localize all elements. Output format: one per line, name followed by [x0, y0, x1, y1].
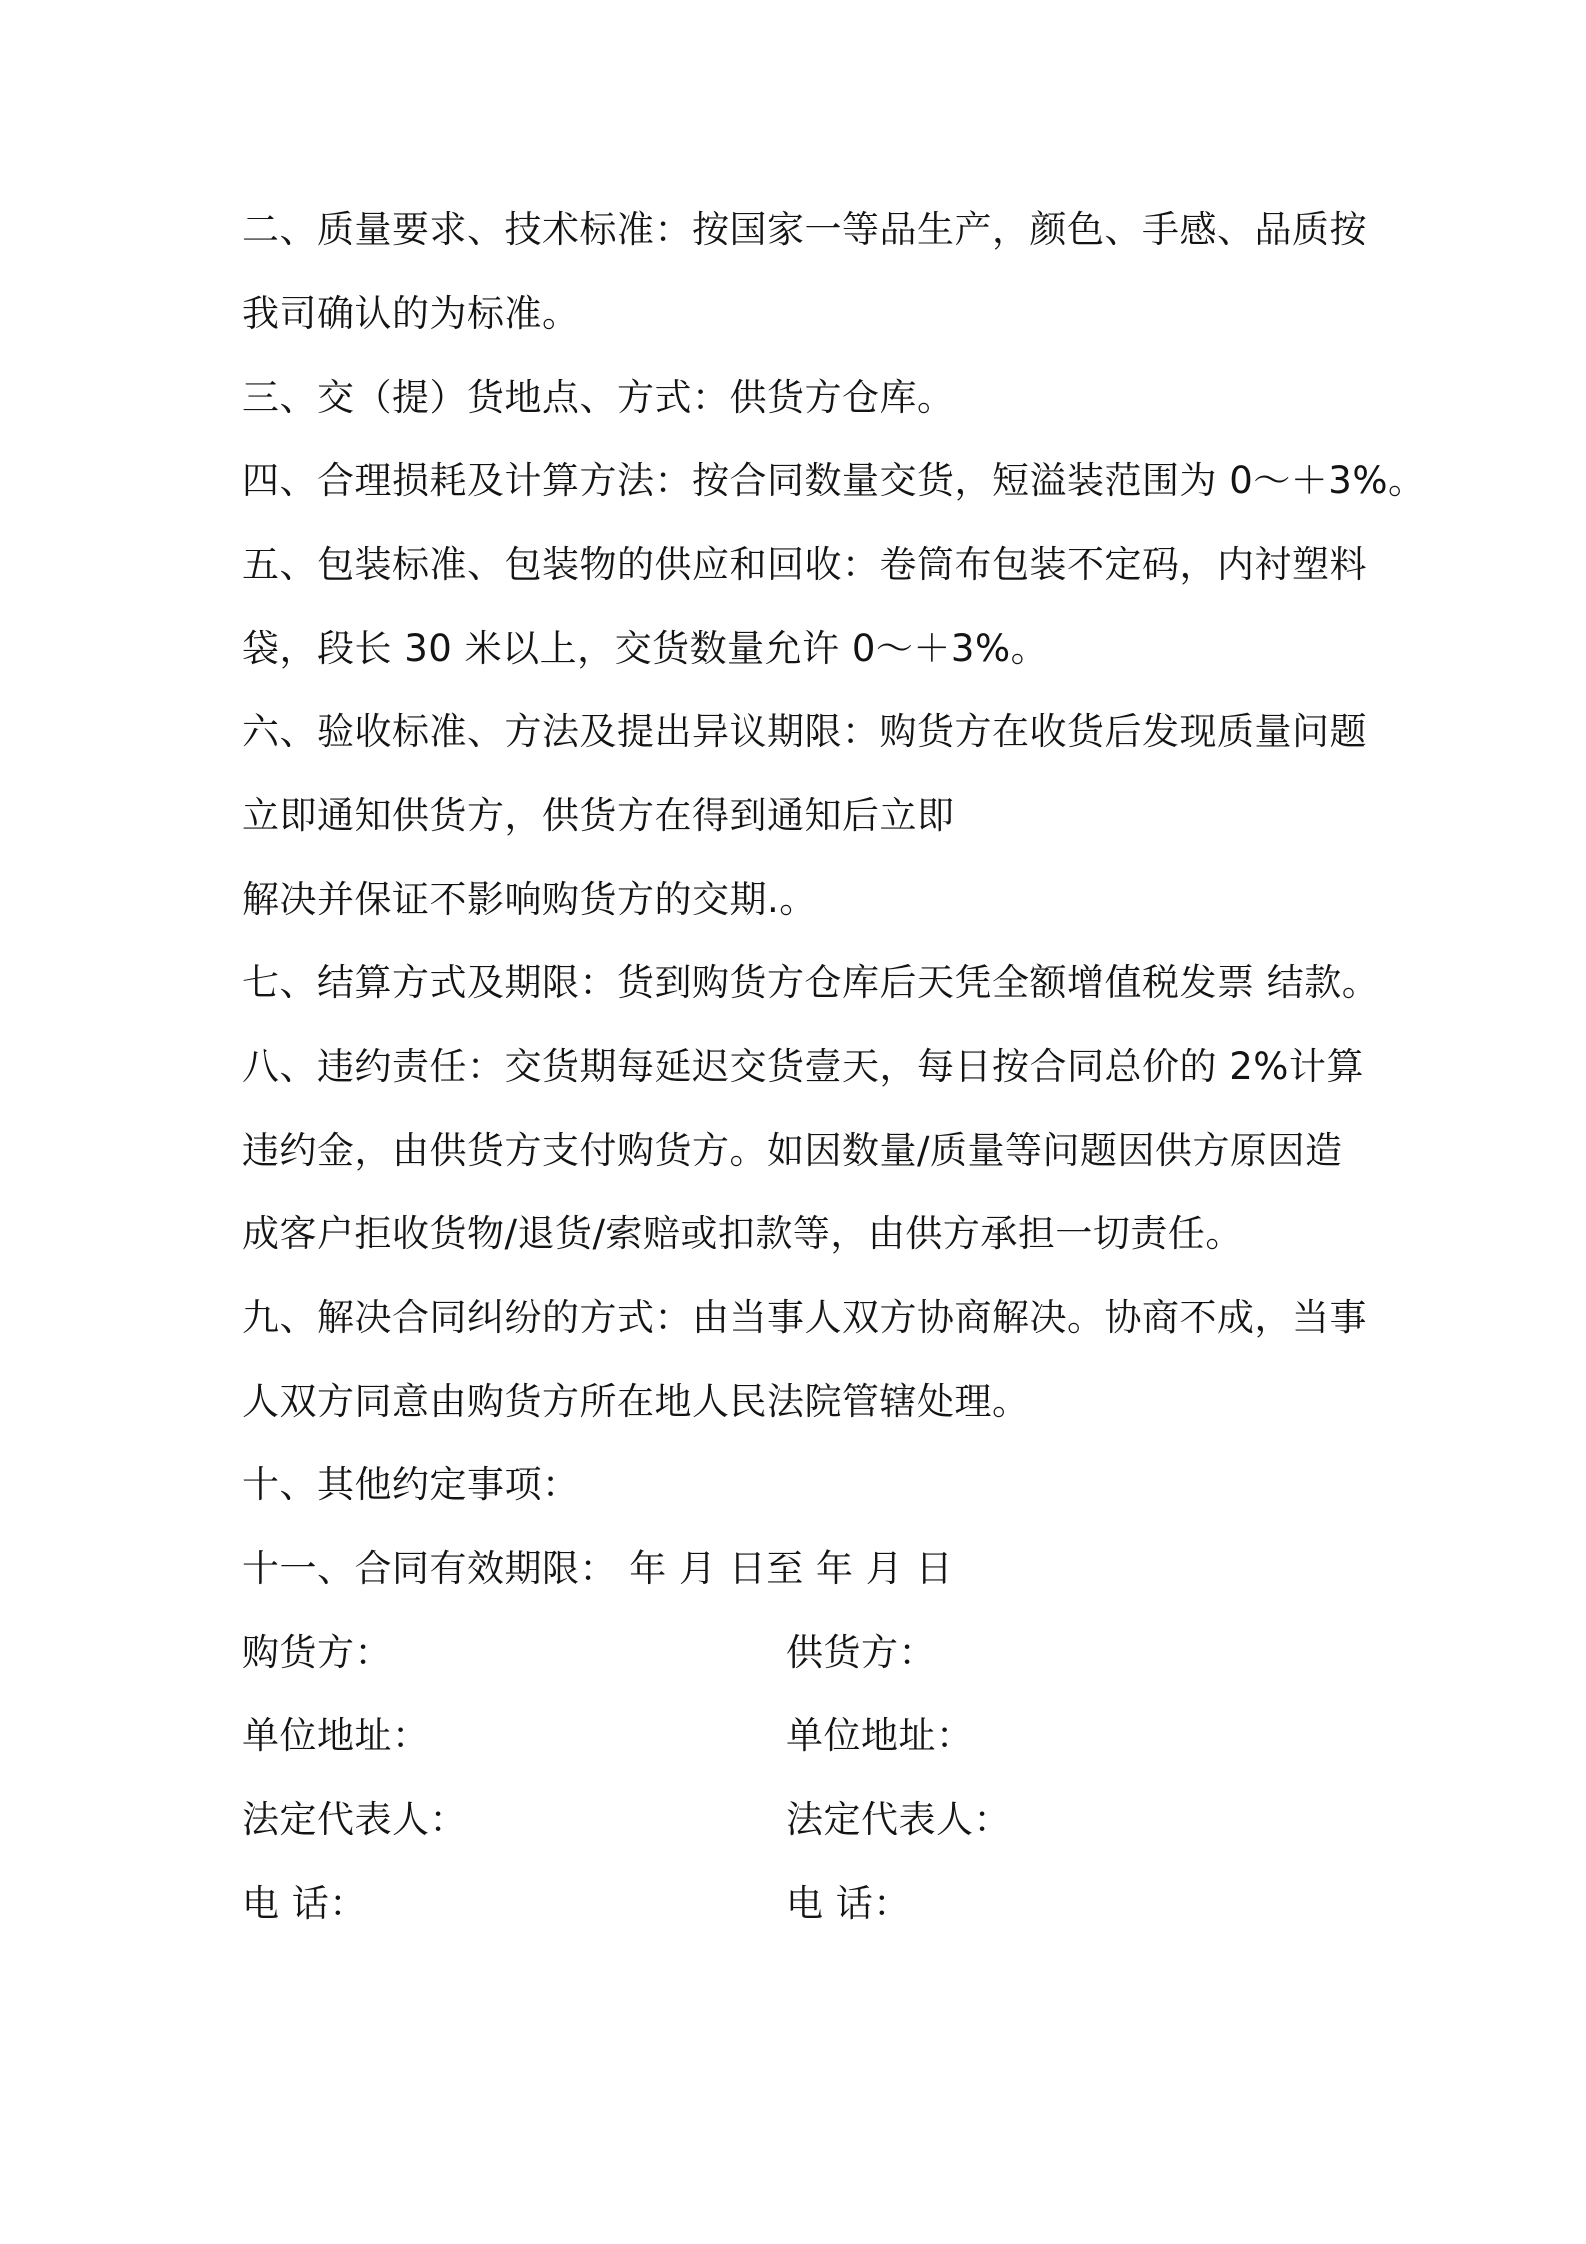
clause-3: 三、交（提）货地点、方式：供货方仓库。 — [242, 376, 955, 419]
clause-11: 十一、合同有效期限： 年 月 日至 年 月 日 — [242, 1547, 954, 1590]
clause-10: 十、其他约定事项： — [242, 1463, 580, 1506]
buyer-phone-label: 电 话： — [242, 1882, 367, 1925]
buyer-party-label: 购货方： — [242, 1631, 392, 1674]
supplier-representative-label: 法定代表人： — [786, 1798, 1011, 1841]
clause-8-line-2: 违约金，由供货方支付购货方。如因数量/质量等问题因供方原因造 — [242, 1129, 1343, 1172]
supplier-address-label: 单位地址： — [786, 1714, 974, 1757]
clause-9-line-1: 九、解决合同纠纷的方式：由当事人双方协商解决。协商不成，当事 — [242, 1296, 1367, 1339]
clause-9-line-2: 人双方同意由购货方所在地人民法院管辖处理。 — [242, 1380, 1030, 1423]
clause-2-line-2: 我司确认的为标准。 — [242, 292, 580, 335]
buyer-address-label: 单位地址： — [242, 1714, 430, 1757]
clause-5-line-2: 袋，段长 30 米以上，交货数量允许 0～＋3%。 — [242, 627, 1049, 670]
clause-6-line-2: 立即通知供货方，供货方在得到通知后立即 — [242, 794, 955, 837]
clause-2-line-1: 二、质量要求、技术标准：按国家一等品生产，颜色、手感、品质按 — [242, 208, 1367, 251]
supplier-phone-label: 电 话： — [786, 1882, 911, 1925]
clause-6-line-1: 六、验收标准、方法及提出异议期限：购货方在收货后发现质量问题 — [242, 710, 1367, 753]
clause-7: 七、结算方式及期限：货到购货方仓库后天凭全额增值税发票 结款。 — [242, 961, 1380, 1004]
clause-6-line-3: 解决并保证不影响购货方的交期.。 — [242, 878, 817, 921]
buyer-representative-label: 法定代表人： — [242, 1798, 467, 1841]
clause-8-line-3: 成客户拒收货物/退货/索赔或扣款等，由供方承担一切责任。 — [242, 1212, 1243, 1255]
clause-5-line-1: 五、包装标准、包装物的供应和回收：卷筒布包装不定码，内衬塑料 — [242, 543, 1367, 586]
supplier-party-label: 供货方： — [786, 1631, 936, 1674]
clause-4: 四、合理损耗及计算方法：按合同数量交货，短溢装范围为 0～＋3%。 — [242, 459, 1426, 502]
clause-8-line-1: 八、违约责任：交货期每延迟交货壹天，每日按合同总价的 2%计算 — [242, 1045, 1364, 1088]
